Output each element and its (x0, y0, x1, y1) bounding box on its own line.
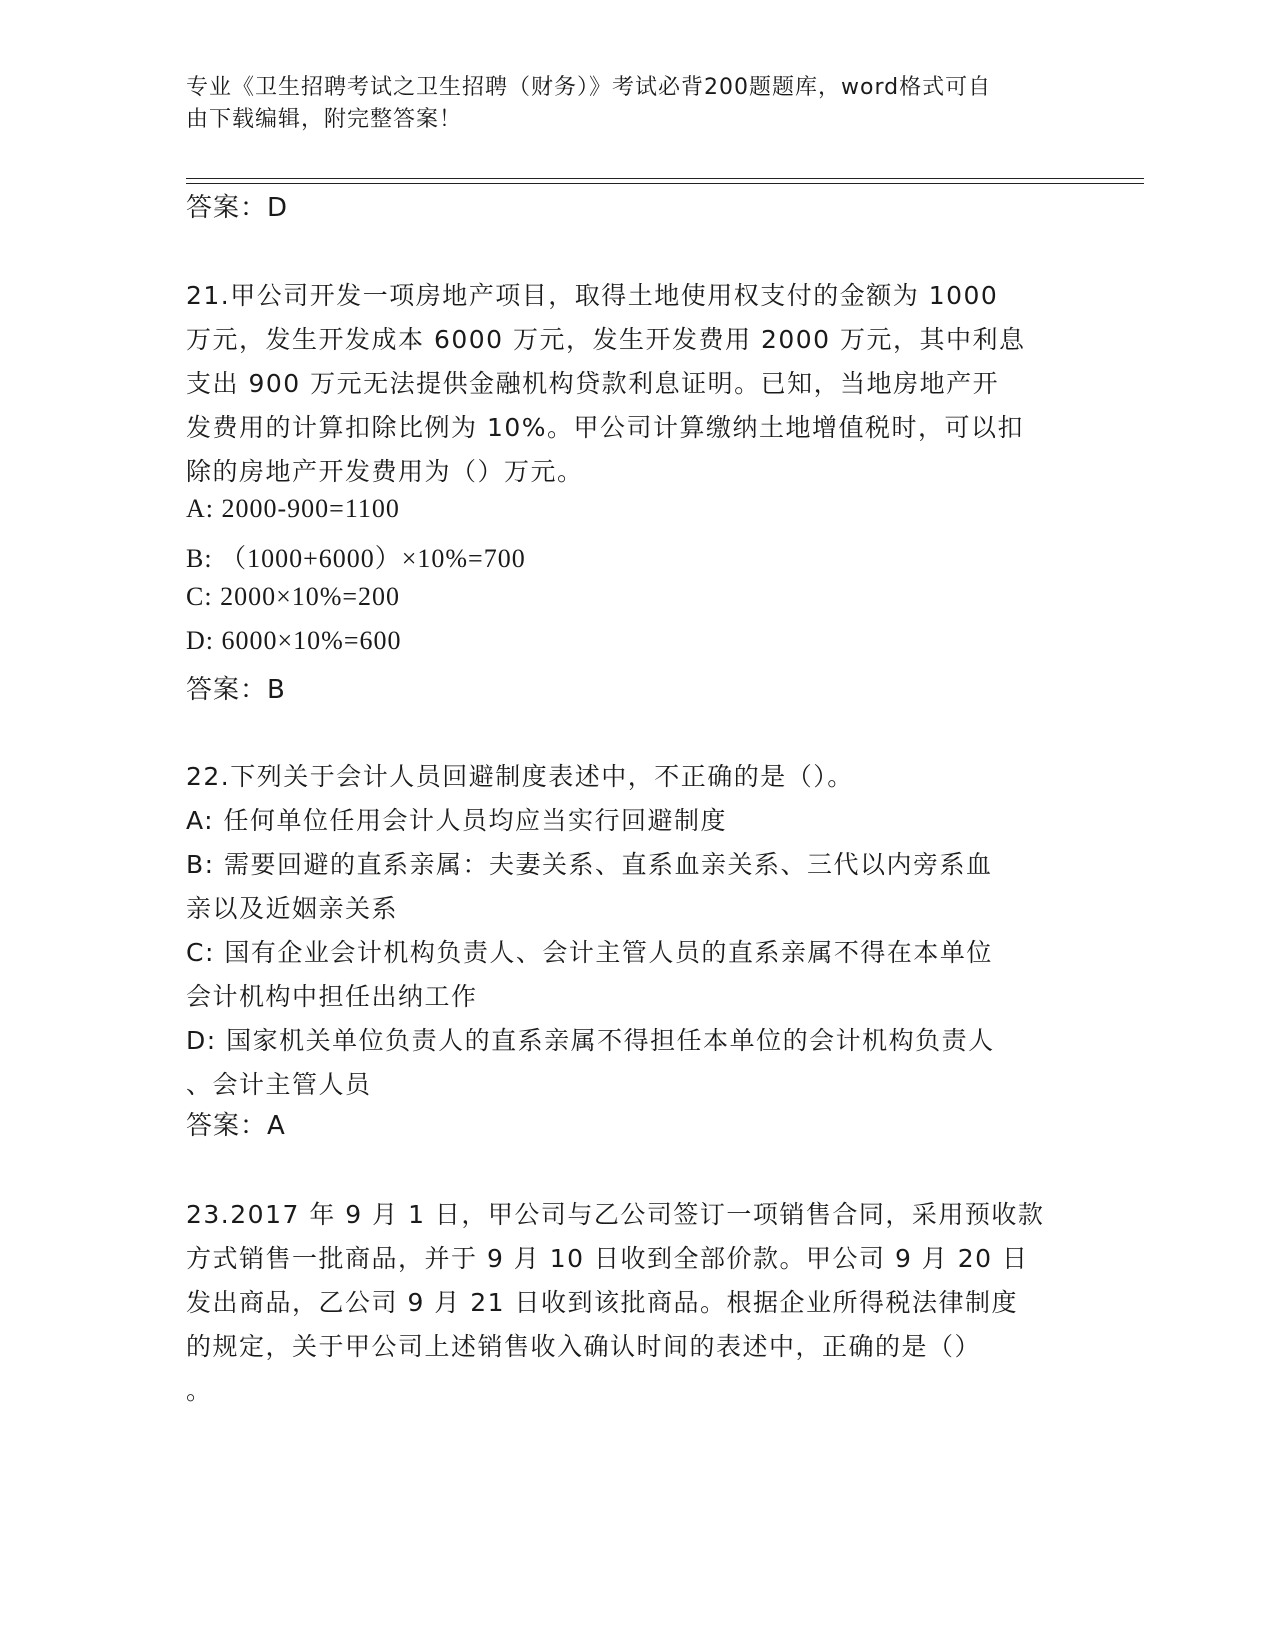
q21-answer: 答案：B (186, 675, 286, 705)
q21-option-a: A: 2000-900=1100 (186, 494, 400, 523)
q23-line-5: 。 (186, 1376, 213, 1405)
q23-line-3: 发出商品，乙公司 9 月 21 日收到该批商品。根据企业所得税法律制度 (186, 1288, 1019, 1317)
q21-line-3: 支出 900 万元无法提供金融机构贷款利息证明。已知，当地房地产开 (186, 369, 1000, 398)
q22-option-d-line-2: 、会计主管人员 (186, 1070, 372, 1099)
header-line-2: 由下载编辑，附完整答案！ (186, 107, 463, 132)
q21-line-2: 万元，发生开发成本 6000 万元，发生开发费用 2000 万元，其中利息 (186, 325, 1026, 354)
q21-option-d: D: 6000×10%=600 (186, 626, 402, 655)
answer-previous: 答案：D (186, 193, 289, 223)
q21-option-c: C: 2000×10%=200 (186, 582, 401, 611)
q22-option-b-line-2: 亲以及近姻亲关系 (186, 894, 399, 923)
q22-option-c-line-1: C: 国有企业会计机构负责人、会计主管人员的直系亲属不得在本单位 (186, 938, 993, 967)
q23-line-4: 的规定，关于甲公司上述销售收入确认时间的表述中，正确的是（） (186, 1332, 982, 1361)
q23-line-1: 23.2017 年 9 月 1 日，甲公司与乙公司签订一项销售合同，采用预收款 (186, 1200, 1045, 1229)
q22-option-a: A: 任何单位任用会计人员均应当实行回避制度 (186, 806, 728, 835)
q22-stem: 22.下列关于会计人员回避制度表述中，不正确的是（）。 (186, 762, 854, 791)
q22-option-c-line-2: 会计机构中担任出纳工作 (186, 982, 478, 1011)
header-line-1: 专业《卫生招聘考试之卫生招聘（财务）》考试必背200题题库，word格式可自 (186, 75, 992, 100)
q23-line-2: 方式销售一批商品，并于 9 月 10 日收到全部价款。甲公司 9 月 20 日 (186, 1244, 1029, 1273)
page-header (186, 72, 1066, 136)
header-rule-top (186, 178, 1144, 179)
q21-option-b: B: （1000+6000）×10%=700 (186, 544, 526, 573)
q21-line-1: 21.甲公司开发一项房地产项目，取得土地使用权支付的金额为 1000 (186, 281, 999, 310)
q22-option-b-line-1: B: 需要回避的直系亲属：夫妻关系、直系血亲关系、三代以内旁系血 (186, 850, 993, 879)
q21-line-5: 除的房地产开发费用为（）万元。 (186, 457, 584, 486)
header-rule-bottom (186, 183, 1144, 184)
q22-option-d-line-1: D: 国家机关单位负责人的直系亲属不得担任本单位的会计机构负责人 (186, 1026, 995, 1055)
q21-line-4: 发费用的计算扣除比例为 10%。甲公司计算缴纳土地增值税时，可以扣 (186, 413, 1025, 442)
q22-answer: 答案：A (186, 1111, 286, 1141)
